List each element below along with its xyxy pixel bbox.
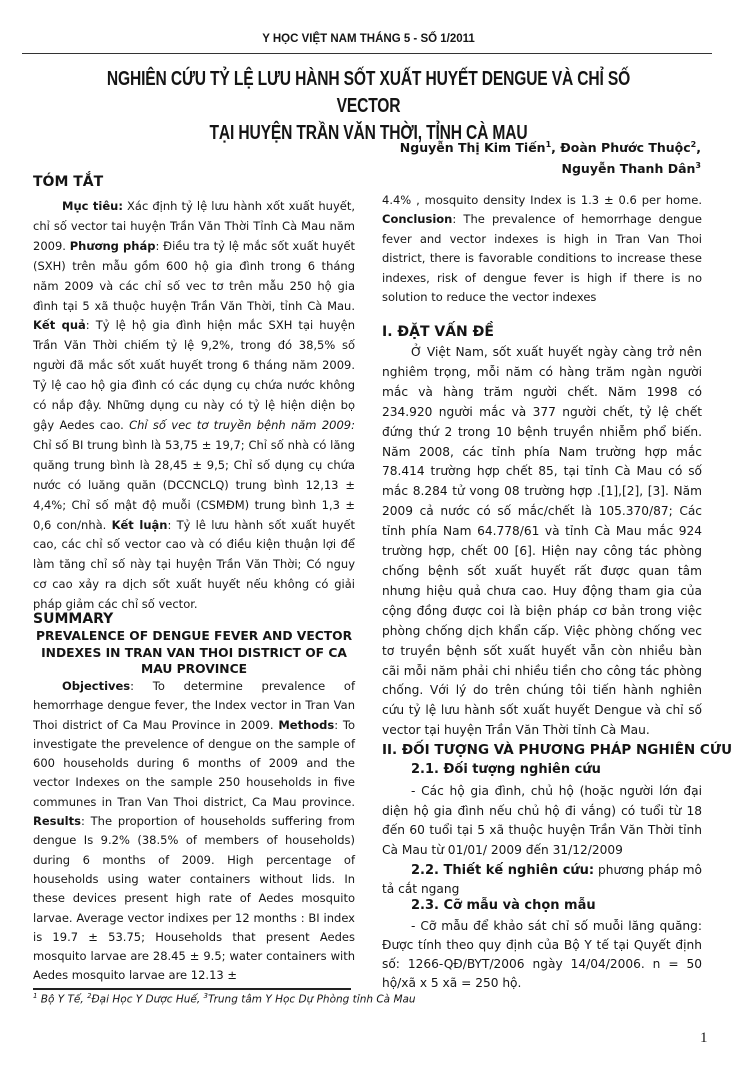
abstract-vi	[33, 197, 355, 615]
summary-title	[33, 628, 355, 678]
summary-body	[33, 677, 355, 986]
text: : To determine prevalence of hemorrhage dengue fever, the Index vector in Tran Van Thoi district of Ca Mau Province in 2009.	[33, 679, 355, 732]
separator: ,	[696, 140, 701, 156]
title-line-2: TẠI HUYỆN TRẦN VĂN THỜI, TỈNH CÀ MAU	[209, 122, 528, 144]
label-method: Phương pháp	[69, 238, 156, 253]
affiliation: Đại Học Y Dược Huế,	[91, 993, 204, 1006]
footnote-rule	[33, 988, 351, 990]
separator: ,	[551, 140, 561, 156]
text: : To investigate the prevelence of dengue on the sample of 600 households during 6 months of 2009 and the vector Indexes on the sample 250 households in five communes in Tran Van Thoi district, Ca Mau province.	[33, 717, 355, 809]
section-2-3-heading: 2.3. Cỡ mẫu và chọn mẫu	[411, 898, 596, 913]
footnote	[33, 992, 416, 1006]
text: : Điều tra tỷ lệ mắc sốt xuất huyết (SXH) trên mẫu gồm 600 hộ gia đình trong 6 tháng năm 2009 và các chỉ số vec tơ trên mẫu 250 hộ gia đình tại 5 xã thuộc huyện Trần Văn Thời, tỉnh Cà Mau.	[33, 238, 356, 313]
affiliation-mark: 3	[695, 161, 701, 171]
text: : Tỷ lệ hộ gia đình hiện mắc SXH tại huyện Trần Văn Thời chiếm tỷ lệ 9,2%, trong đó 38,5% số người đã mắc sốt xuất huyết trong 6 tháng năm 2009. Tỷ lệ cao hộ gia đình có các dụng cụ chứa nước không có nắp đậy. Những dụng cu này có tỷ lệ hiện diện bọ gậy Aedes cao.	[33, 318, 355, 432]
title-line-1: NGHIÊN CỨU TỶ LỆ LƯU HÀNH SỐT XUẤT HUYẾT DENGUE VÀ CHỈ SỐ VECTOR	[106, 68, 631, 117]
methods-heading: II. ĐỐI TƯỢNG VÀ PHƯƠNG PHÁP NGHIÊN CỨU	[382, 742, 733, 758]
author-3: Nguyễn Thanh Dân	[561, 161, 696, 177]
authors	[400, 136, 701, 178]
section-2-2	[382, 861, 702, 899]
affiliation-mark: 1	[545, 140, 552, 149]
intro-body	[382, 343, 702, 741]
section-2-1-body	[382, 782, 702, 861]
paragraph: - Các hộ gia đình, chủ hộ (hoặc người lớn đại diện hộ gia đình nếu chủ hộ đi vắng) có tuổi từ 18 đến 60 tuổi tại 5 xã thuộc huyện Trần Văn Thời tỉnh Cà Mau từ 01/01/ 2009 đến 31/12/2009	[382, 784, 702, 858]
affiliation-mark: 1	[33, 992, 38, 1000]
label-objectives: Objectives	[62, 679, 131, 693]
text: : Tỷ lê lưu hành sốt xuất huyết cao, các chỉ số vector cao và có điều kiện thuận lợi để làm tăng chỉ số này tại huyện Trần Văn Thời; Có nguy cơ cao xảy ra dịch sốt xuất huyết nếu không có giải pháp giảm các chỉ số vector.	[33, 517, 356, 612]
affiliation: Bộ Y Tế,	[37, 993, 88, 1006]
label-methods: Methods	[278, 717, 335, 732]
label-vector-index: Chỉ số vec tơ truyền bệnh năm 2009:	[129, 417, 355, 432]
text: : The proportion of households suffering from dengue Is 9.2% (38.5% of members of households) during 6 months of 2009. High percentage of households using water containers without lids. In these devices present high rate of Aedes mosquito larvae. Average vector indixes per 12 months : BI index is 19.7 ± 53.75; Households that present Aedes mosquito larvae are 28.45 ± 9.5; water containers with Aedes mosquito larvae are 12.13 ±	[33, 814, 355, 983]
intro-heading: I. ĐẶT VẤN ĐỀ	[382, 324, 494, 340]
paragraph: phương pháp mô tả cắt ngang	[382, 863, 703, 896]
summary-title-line: MAU PROVINCE	[140, 662, 248, 676]
section-2-1-heading: 2.1. Đối tượng nghiên cứu	[411, 762, 601, 777]
affiliation-mark: 2	[87, 992, 92, 1000]
journal-header: Y HỌC VIỆT NAM THÁNG 5 - SỐ 1/2011	[262, 33, 475, 45]
text: Chỉ số BI trung bình là 53,75 ± 19,7; Chỉ số nhà có lăng quăng trung bình là 28,45 ± 9,5; Chỉ số dụng cụ chứa nước có luăng quăn (DCCNCLQ) trung bình 12,13 ± 4,4%; Chỉ số mật độ muỗi (CSMĐM) trung bình 1,3 ± 0,6 con/nhà.	[33, 437, 355, 532]
paragraph: - Cỡ mẫu để khảo sát chỉ số muỗi lăng quăng: Được tính theo quy định của Bộ Y tế tại Quyết định số: 1266-QĐ/BYT/2006 ngày 14/04/2006. n = 50 hộ/xã x 5 xã = 250 hộ.	[382, 919, 702, 990]
header-rule	[22, 53, 712, 54]
page-number: 1	[700, 1030, 708, 1046]
affiliation: Trung tâm Y Học Dự Phòng tỉnh Cà Mau	[207, 993, 416, 1006]
affiliation-mark: 2	[690, 140, 697, 149]
summary-title-line: PREVALENCE OF DENGUE FEVER AND VECTOR	[35, 629, 353, 643]
text: : The prevalence of hemorrhage dengue fever and vector indexes is high in Tran Van Thoi district, there is favorable conditions to increase these indexes, risk of dengue fever is high if there is no solution to reduce the vector indexes	[382, 212, 702, 305]
text: Xác định tỷ lệ lưu hành xốt xuất huyết, chỉ số vector tai huyện Trần Văn Thời Tỉnh Cà Mau năm 2009.	[33, 199, 355, 253]
paper-title	[0, 66, 737, 147]
section-2-3-body	[382, 917, 702, 993]
summary-continued	[382, 191, 702, 307]
summary-title-line: INDEXES IN TRAN VAN THOI DISTRICT OF CA	[41, 645, 347, 660]
summary-heading: SUMMARY	[33, 611, 114, 627]
abstract-vi-heading: TÓM TẮT	[33, 174, 104, 190]
author-2: Đoàn Phước Thuộc	[560, 140, 691, 156]
label-objective: Mục tiêu:	[62, 199, 123, 213]
text: 4.4% , mosquito density Index is 1.3 ± 0.6 per home.	[382, 193, 702, 207]
intro-paragraph: Ở Việt Nam, sốt xuất huyết ngày càng trở nên nghiêm trọng, mỗi năm có hàng trăm ngàn người mắc và hàng trăm người chết. Năm 1998 có 234.920 người mắc và 377 người chết, tỷ lệ chết đứng thứ 2 trong 10 bệnh truyền nhiễm phổ biến. Năm 2008, các tỉnh phía Nam trường hợp mắc 78.414 trường hợp chết 85, tại tỉnh Cà Mau có số mắc 8.284 tử vong 08 trường hợp .[1],[2], [3]. Năm 2009 cả nước có số mắc/chết là 105.370/87; Các tỉnh phía Nam 64.778/61 và tỉnh Cà Mau mắc 924 trường hợp, chết 00 [6]. Hiện nay công tác phòng chống bệnh sốt xuất huyết rất được quan tâm nhưng hiệu quả chưa cao. Huy động tham gia của cộng đồng được coi là biện pháp cơ bản trong việc phòng chống dịch khẩn cấp. Việc phòng chống vec tơ truyền bệnh sốt xuất huyết vẫn còn nhiều bàn cãi mỗi năm phải chi nhiều tiền cho công tác phòng chống. Với lý do trên chúng tôi tiến hành nghiên cứu tỷ lệ lưu hành sốt xuất huyết Dengue và chỉ số vector tại huyện Trần Văn Thời tỉnh Cà Mau.	[382, 345, 702, 738]
label-conclusion: Conclusion	[382, 212, 453, 227]
section-2-2-heading: 2.2. Thiết kế nghiên cứu:	[411, 863, 595, 878]
label-results: Kết quả	[33, 318, 86, 333]
label-conclusion: Kết luận	[111, 517, 168, 532]
author-1: Nguyễn Thị Kim Tiến	[399, 140, 546, 156]
label-results: Results	[33, 814, 81, 829]
affiliation-mark: 3	[203, 992, 208, 1000]
